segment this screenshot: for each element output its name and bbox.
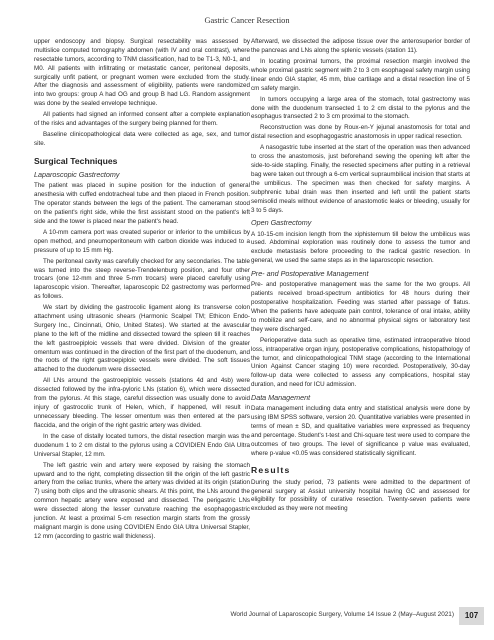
paragraph: A nasogastric tube inserted at the start of the operation was then advanced to cross the anastomosis, just beforehand sewing the opening left after the side-to-side stapling. Finally, the resected specimens after putting in a retrieval bag were taken out through a 6-cm vertical supraumbilical incision that starts at the umbilicus. The specimen was then checked for safety margins. A subphrenic tubal drain was then inserted and left until the patient starts semisolid meals without evidence of anastomotic leaks or bleeding, usually for 3 to 5 days. xyxy=(251,144,470,214)
right-column xyxy=(251,38,470,516)
section-heading: Surgical Techniques xyxy=(34,155,118,166)
paragraph: In the case of distally located tumors, the distal resection margin was the duodenum 1 to 2 cm distal to the pylorus using a COVIDIEN Endo GIA Ultra Universal Stapler, 12 mm. xyxy=(34,432,250,458)
paragraph: Reconstruction was done by Roux-en-Y jejunal anastomosis for total and distal resection and esophagogastric anastomosis in upper radical resection. xyxy=(251,124,470,141)
paragraph: upper endoscopy and biopsy. Surgical resectability was assessed by multislice computed tomography abdomen (with IV and oral contrast), where resectable tumors, according to TNM classification, had to be T1-3, N0-1, and M0. All patients with infiltrating or metastatic cancer, peritoneal deposits, surgically unfit patient, or pregnant women were excluded from the study. After the diagnosis and assessment of eligibility, patients were randomized into two groups: group A had OG and group B had LG. Random assignment was done by the sealed envelope technique. xyxy=(34,38,250,108)
paragraph: A 10-15-cm incision length from the xiphisternum till below the umbilicus was used. Abdominal exploration was routinely done to assess the tumor and exclude metastasis before proceeding to the radical gastric resection. In general, we used the same steps as in the laparoscopic resection. xyxy=(251,230,470,265)
paragraph: All patients had signed an informed consent after a complete explanation of the risks and advantages of the surgery being planned for them. xyxy=(34,111,250,128)
paragraph: The peritoneal cavity was carefully checked for any secondaries. The table was turned into the steep reverse-Trendelenburg position, and four other trocars (one 12-mm and three 5-mm trocars) were placed carefully using laparoscopic vision. Thereafter, laparoscopic D2 gastrectomy was performed as follows. xyxy=(34,257,250,301)
subsection-heading: Pre- and Postoperative Management xyxy=(251,269,369,279)
paragraph: We start by dividing the gastrocolic ligament along its transverse colon attachment using ultrasonic shears (Harmonic Scalpel TM; Ethicon Endo-Surgery Inc., Cincinnati, Ohio, United States). We started at the avascular plane to the left of the midline and dissected toward the spleen till it reaches the left gastroepiploic vessels that were divided. Division of the greater omentum was continued in the direction of the first part of the duodenum, and the roots of the right gastroepiploic vessels were divided. The soft tissues attached to the duodenum were dissected. xyxy=(34,304,250,374)
paragraph: During the study period, 73 patients were admitted to the department of general surgery at Assiut university hospital having GC and assessed for eligibility for possibility of curative resection. Twenty-seven patients were excluded as they were not meeting xyxy=(251,478,470,513)
page-number: 107 xyxy=(459,607,484,625)
paragraph: Pre- and postoperative management was the same for the two groups. All patients received broad-spectrum antibiotics for 48 hours during their postoperative hospitalization. Feeding was started after passage of flatus. When the patients have adequate pain control, tolerance of oral intake, ability to mobilize and self-care, and no abnormal physical signs or laboratory test they were discharged. xyxy=(251,281,470,333)
paragraph: Perioperative data such as operative time, estimated intraoperative blood loss, intraoperative organ injury, postoperative complications, histopathology of the tumor, and clinicopathological TNM stage (according to the International Union Against Cancer staging 10) were recorded. Postoperatively, 30-day follow-up data were collected to assess any complications, hospital stay duration, and need for ICU admission. xyxy=(251,336,470,389)
running-header: Gastric Cancer Resection xyxy=(204,16,290,25)
paragraph: Data management including data entry and statistical analysis were done by using IBM SPSS software, version 20. Quantitative variables were presented in terms of mean ± SD, and qualitative variables were expressed as frequency and percentage. Student's t-test and Chi-square test were used to compare the outcomes of two groups. The level of significance p value was evaluated, where p-value <0.05 was considered statistically significant. xyxy=(251,405,470,457)
section-heading-results: Results xyxy=(251,465,291,476)
subsection-heading: Data Management xyxy=(251,393,311,402)
paragraph: A 10-mm camera port was created superior or inferior to the umbilicus by open method, and pneumoperitoneum with carbon dioxide was induced to a pressure of up to 15 mm Hg. xyxy=(34,228,250,254)
paragraph: The patient was placed in supine position for the induction of general anesthesia with cuffed endotracheal tube and then placed in French position. The operator stands between the legs of the patient. The cameraman stood on the patient's right side, while the first assistant stood on the patient's left side and the tower is placed near the patient's head. xyxy=(34,182,250,225)
paragraph: Baseline clinicopathological data were collected as age, sex, and tumor site. xyxy=(34,131,250,147)
paragraph: Afterward, we dissected the adipose tissue over the anterosuperior border of the pancreas and LNs along the splenic vessels (station 11). xyxy=(251,38,470,54)
subsection-heading: Laparoscopic Gastrectomy xyxy=(34,170,120,180)
left-column xyxy=(34,38,250,544)
journal-citation: World Journal of Laparoscopic Surgery, Volume 14 Issue 2 (May–August 2021) xyxy=(230,611,454,618)
paragraph: In tumors occupying a large area of the stomach, total gastrectomy was done with the duodenum transected 1 to 2 cm distal to the pylorus and the esophagus transected 2 to 3 cm proximal to the stomach. xyxy=(251,95,470,121)
page-footer xyxy=(0,607,494,627)
paragraph: All LNs around the gastroepiploic vessels (stations 4d and 4sb) were dissected followed by the infra-pyloric LNs (station 6), which were dissected from the pylorus. At this stage, careful dissection was usually done to avoid injury of gastrocolic trunk of Helen, which, if happened, will result in unnecessary bleeding. The lesser omentum was then entered at the pars flaccida, and the origin of the right gastric artery was divided. xyxy=(34,377,250,429)
paragraph: In locating proximal tumors, the proximal resection margin involved the whole proximal gastric segment with 2 to 3 cm esophageal safety margin using linear endo GIA stapler, 45 mm, blue cartilage and a distal resection line of 5 cm safety margin. xyxy=(251,57,470,92)
subsection-heading: Open Gastrectomy xyxy=(251,218,312,228)
paragraph: The left gastric vein and artery were exposed by raising the stomach upward and to the right, completing dissection till the origin of the left gastric artery from the celiac trunks, where the artery was divided at its origin (station 7) using both clips and the ultrasonic shears. At this point, the LNs around the common hepatic artery were exposed and dissected. The perigastric LNs were dissected along the lesser curvature reaching the esophagogastric junction. At least a proximal 5-cm resection margin starts from the grossly malignant margin is done using COVIDIEN Endo GIA Ultra Universal Stapler, 12 mm (according to gastric wall thickness). xyxy=(34,461,250,540)
